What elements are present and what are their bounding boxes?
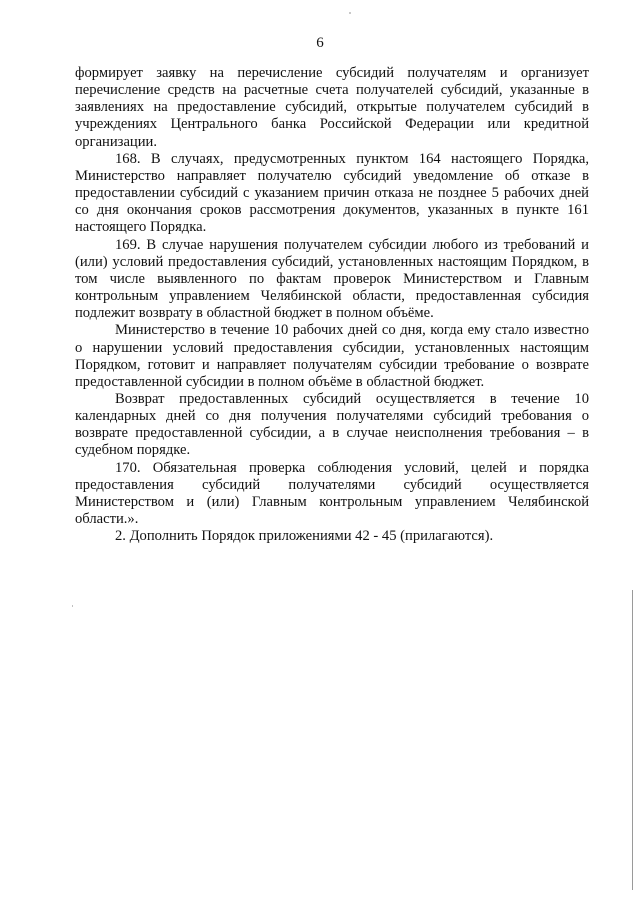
- paragraph-refund-terms: Возврат предоставленных субсидий осуществляется в течение 10 календарных дней со дня получения получателями субсидий требования о возврате предоставленной субсидии, а в случае неисполнения требования – в судебном порядке.: [75, 390, 589, 459]
- paragraph-169: 169. В случае нарушения получателем субсидии любого из требований и (или) условий предоставления субсидий, установленных настоящим Порядком, в том числе выявленного по фактам проверок Министерством и Главным контрольным управлением Челябинской области, предоставленная субсидия подлежит возврату в областной бюджет в полном объёме.: [75, 236, 589, 322]
- paragraph-item-2: 2. Дополнить Порядок приложениями 42 - 45 (прилагаются).: [115, 528, 494, 545]
- paragraph-continuation: формирует заявку на перечисление субсидий получателям и организует перечисление средств на расчетные счета получателей субсидий, указанные в заявлениях на предоставление субсидий, открытые получателем субсидий в учреждениях Центрального банка Российской Федерации или кредитной организации.: [75, 65, 589, 150]
- page-number: 6: [316, 35, 324, 51]
- scan-edge-line: [632, 590, 633, 890]
- document-body: [75, 65, 589, 545]
- paragraph-168: 168. В случаях, предусмотренных пунктом 164 настоящего Порядка, Министерство направляет получателю субсидий уведомление об отказе в предоставлении субсидий с указанием причин отказа не позднее 5 рабочих дней со дня окончания сроков рассмотрения документов, указанных в пункте 161 настоящего Порядка.: [75, 150, 589, 236]
- scan-fleck: [72, 605, 73, 607]
- paragraph-ministry-notice: Министерство в течение 10 рабочих дней со дня, когда ему стало известно о нарушении условий предоставления субсидии, установленных настоящим Порядком, готовит и направляет получателям субсидии требование о возврате предоставленной субсидии в полном объёме в областной бюджет.: [75, 322, 589, 390]
- paragraph-170: 170. Обязательная проверка соблюдения условий, целей и порядка предоставления субсидий получателями субсидий осуществляется Министерством и (или) Главным контрольным управлением Челябинской области.».: [75, 459, 589, 528]
- scan-speck: [349, 12, 351, 14]
